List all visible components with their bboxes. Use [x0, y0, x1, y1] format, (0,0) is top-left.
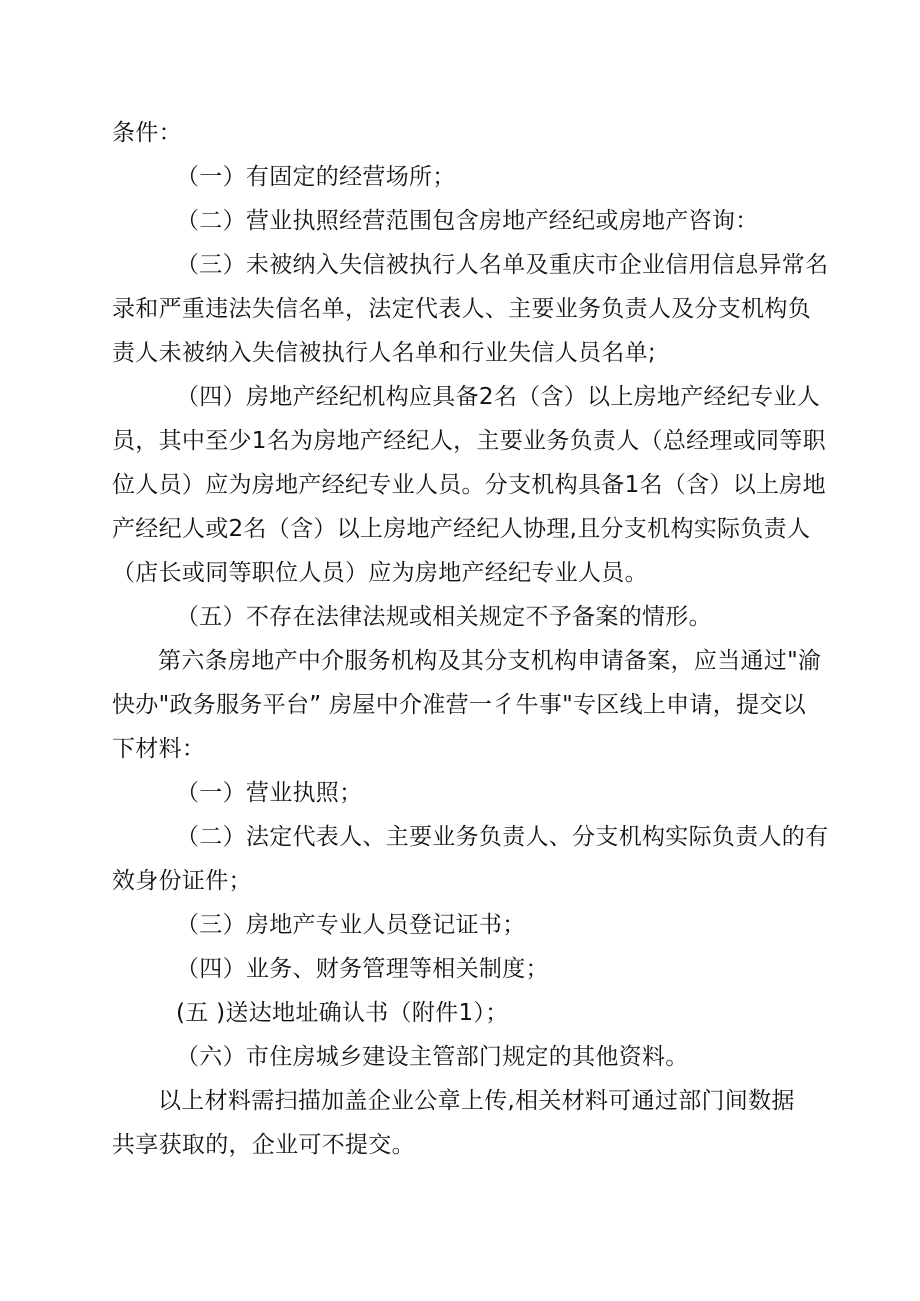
text-line: （五）不存在法律法规或相关规定不予备案的情形。: [176, 604, 712, 630]
text-line: 条件：: [112, 120, 182, 146]
text-line: （二）营业执照经营范围包含房地产经纪或房地产咨询：: [176, 208, 759, 234]
text-line: （店长或同等职位人员）应为房地产经纪专业人员。: [112, 560, 648, 586]
text-line: 录和严重违法失信名单，法定代表人、主要业务负责人及分支机构负: [112, 296, 811, 322]
text-line: （六）市住房城乡建设主管部门规定的其他资料。: [176, 1044, 689, 1070]
text-line: 员，其中至少1名为房地产经纪人，主要业务负责人（总经理或同等职: [112, 428, 826, 454]
text-line: (五 )送达地址确认书（附件1）；: [176, 1000, 509, 1026]
text-line: （四）房地产经纪机构应具备2名（含）以上房地产经纪专业人: [176, 384, 821, 410]
text-line: 产经纪人或2名（含）以上房地产经纪人协理,且分支机构实际负责人: [112, 516, 811, 542]
text-line: 快办"政务服务平台” 房屋中介准营一彳牛事"专区线上申请，提交以: [112, 692, 806, 718]
text-line: （四）业务、财务管理等相关制度；: [176, 956, 549, 982]
text-line: （三）未被纳入失信被执行人名单及重庆市企业信用信息异常名: [176, 252, 829, 278]
text-line: 位人员）应为房地产经纪专业人员。分支机构具备1名（含）以上房地: [112, 472, 826, 498]
text-line: 下材料：: [112, 736, 206, 762]
article-heading-line: 第六条房地产中介服务机构及其分支机构申请备案，应当通过"渝: [158, 648, 822, 674]
text-line: （一）营业执照；: [176, 780, 363, 806]
text-line: 共享获取的，企业可不提交。: [112, 1132, 415, 1158]
text-line: 以上材料需扫描加盖企业公章上传,相关材料可通过部门间数据: [158, 1088, 795, 1114]
text-line: （二）法定代表人、主要业务负责人、分支机构实际负责人的有: [176, 824, 829, 850]
text-line: （一）有固定的经营场所；: [176, 164, 456, 190]
text-line: （三）房地产专业人员登记证书；: [176, 912, 526, 938]
text-line: 责人未被纳入失信被执行人名单和行业失信人员名单;: [112, 340, 656, 366]
text-line: 效身份证件；: [112, 868, 252, 894]
